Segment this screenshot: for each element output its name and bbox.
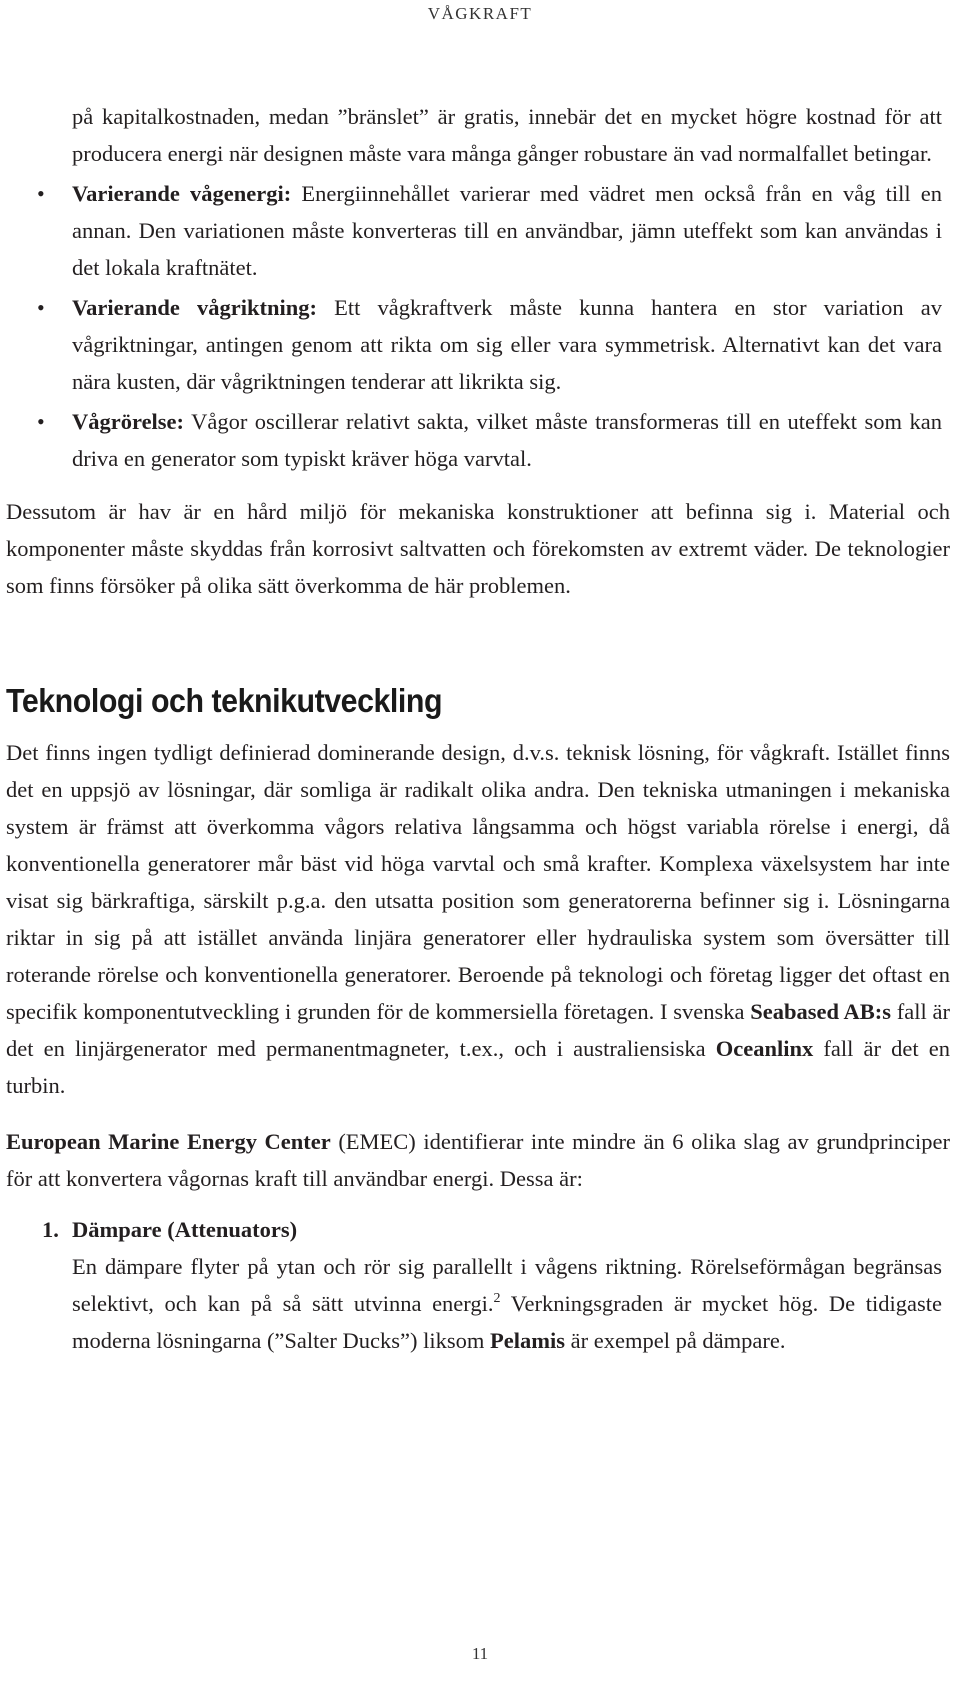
technology-text-3: fall är det en turbin. (6, 1036, 950, 1098)
emec-org-name: European Marine Energy Center (6, 1129, 331, 1154)
bullet-icon: • (37, 295, 45, 320)
example-pelamis: Pelamis (490, 1328, 565, 1353)
list-item (37, 175, 942, 286)
technology-text-2: fall är det en linjärgenerator med permanentmagneter, t.ex., och i australiensiska (6, 999, 950, 1061)
numbered-item-attenuators (42, 1211, 942, 1359)
item-number: 1. (42, 1217, 59, 1242)
list-item-term: Vågrörelse: (72, 409, 185, 434)
bullet-icon: • (37, 409, 45, 434)
item-text-1: En dämpare flyter på ytan och rör sig parallellt i vågens riktning. Rörelseförmågan begränsas selektivt, och kan på så sätt utvinna energi. (72, 1254, 942, 1316)
bullet-icon: • (37, 181, 45, 206)
running-head: VÅGKRAFT (427, 4, 533, 23)
list-item (37, 289, 942, 400)
page-content (6, 98, 950, 1359)
list-item-term: Varierande vågenergi: (72, 181, 292, 206)
item-text-2: Verkningsgraden är mycket hög. De tidigaste moderna lösningarna (”Salter Ducks”) liksom (72, 1291, 942, 1353)
continuation-paragraph: på kapitalkostnaden, medan ”bränslet” är gratis, innebär det en mycket högre kostnad för att producera energi när designen måste vara många gånger robustare än vad normalfallet betingar. (72, 104, 942, 166)
section-heading: Teknologi och teknikutveckling (6, 682, 443, 719)
list-item (37, 403, 942, 477)
item-text-3: är exempel på dämpare. (565, 1328, 786, 1353)
item-title: Dämpare (Attenuators) (72, 1217, 298, 1242)
list-item-term: Varierande vågriktning: (72, 295, 318, 320)
footnote-ref: 2 (493, 1290, 501, 1306)
list-item-text: Energiinnehållet varierar med vädret men också från en våg till en annan. Den variationen måste konverteras till en användbar, jämn uteffekt som kan användas i det lokala kraftnätet. (72, 181, 942, 280)
emec-text: (EMEC) identifierar inte mindre än 6 olika slag av grundprinciper för att konvertera vågornas kraft till användbar energi. Dessa är: (6, 1129, 950, 1191)
company-oceanlinx: Oceanlinx (715, 1036, 814, 1061)
page-number: 11 (471, 1644, 489, 1663)
emec-paragraph (6, 1123, 950, 1197)
list-item-text: Ett vågkraftverk måste kunna hantera en stor variation av vågriktningar, antingen genom att rikta om sig eller vara symmetrisk. Alternativt kan det vara nära kusten, där vågriktningen tenderar att likrikta sig. (72, 295, 942, 394)
challenge-list (6, 175, 950, 477)
list-item-text: Vågor oscillerar relativt sakta, vilket måste transformeras till en uteffekt som kan driva en generator som typiskt kräver höga varvtal. (72, 409, 942, 471)
company-seabased: Seabased AB:s (750, 999, 892, 1024)
technology-text-1: Det finns ingen tydligt definierad dominerande design, d.v.s. teknisk lösning, för vågkraft. Istället finns det en uppsjö av lösningar, där somliga är radikalt olika andra. Den tekniska utmaningen i mekaniska system är främst att överkomma vågors relativa långsamma och högst variabla rörelse i energi, då konventionella generatorer mår bäst vid höga varvtal och små krafter. Komplexa växelsystem har inte visat sig bärkraftiga, särskilt p.g.a. den utsatta position som generatorerna befinner sig i. Lösningarna riktar in sig på att istället använda linjära generatorer eller hydrauliska system som översätter till roterande rörelse och konventionella generatorer. Beroende på teknologi och företag ligger det oftast en specifik komponentutveckling i grunden för de kommersiella företagen. I svenska (6, 740, 950, 1024)
environment-paragraph: Dessutom är hav är en hård miljö för mekaniska konstruktioner att befinna sig i. Material och komponenter måste skyddas från korrosivt saltvatten och förekomsten av extremt väder. De teknologier som finns försöker på olika sätt överkomma de här problemen. (6, 499, 950, 598)
technology-paragraph (6, 734, 950, 1104)
